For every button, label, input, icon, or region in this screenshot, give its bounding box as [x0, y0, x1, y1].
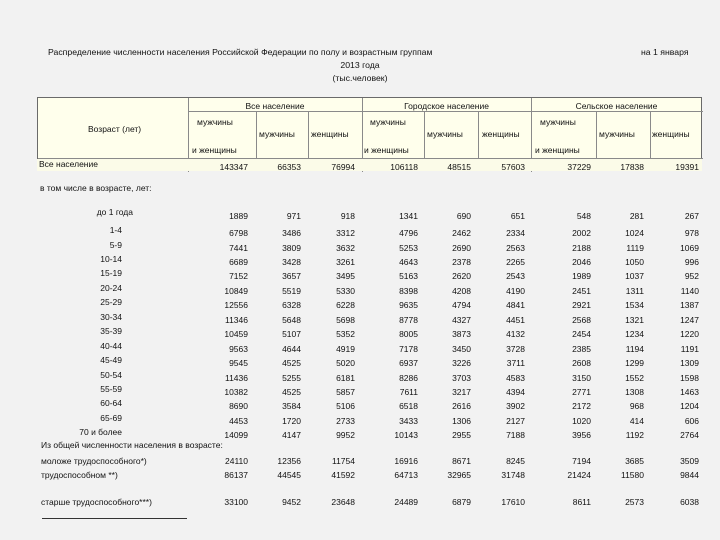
- footnote-divider: [42, 518, 187, 519]
- table-cell: 9545: [229, 358, 248, 368]
- table-cell: 2385: [572, 344, 591, 354]
- table-cell: 4394: [506, 387, 525, 397]
- table-cell: 1191: [680, 344, 699, 354]
- table-cell: 2454: [572, 329, 591, 339]
- table-cell: 11436: [224, 373, 248, 383]
- table-cell: 4643: [399, 257, 418, 267]
- header-urban-men: мужчины: [427, 129, 463, 139]
- table-cell: 3486: [282, 228, 301, 238]
- table-cell: 3873: [452, 329, 471, 339]
- table-cell: 4525: [282, 387, 301, 397]
- table-cell: 8611: [572, 497, 591, 507]
- table-cell: 3226: [452, 358, 471, 368]
- table-cell: 2046: [572, 257, 591, 267]
- table-cell: 9635: [399, 300, 418, 310]
- header-group-all: Все население: [245, 101, 305, 111]
- header-rural-and-women: и женщины: [535, 145, 580, 155]
- table-cell: 267: [684, 211, 699, 221]
- table-cell: 996: [684, 257, 699, 267]
- table-cell: 1463: [680, 387, 699, 397]
- table-cell: 16916: [394, 456, 418, 466]
- table-cell: 4147: [282, 430, 301, 440]
- header-group-urban: Городское население: [404, 101, 489, 111]
- total-cell: 17838: [620, 162, 644, 172]
- table-cell: 86137: [224, 470, 248, 480]
- header-age-label: Возраст (лет): [88, 124, 142, 134]
- table-cell: 2955: [452, 430, 471, 440]
- row-label: 10-14: [100, 254, 122, 264]
- table-cell: 2127: [506, 416, 525, 426]
- table-cell: 5163: [399, 271, 418, 281]
- table-cell: 23648: [331, 497, 355, 507]
- table-cell: 12356: [277, 456, 301, 466]
- total-cell: 76994: [331, 162, 355, 172]
- table-cell: 918: [340, 211, 355, 221]
- included-label: в том числе в возрасте, лет:: [40, 183, 152, 193]
- table-cell: 7194: [572, 456, 591, 466]
- table-cell: 9452: [282, 497, 301, 507]
- table-cell: 3428: [282, 257, 301, 267]
- table-cell: 2002: [572, 228, 591, 238]
- table-cell: 4190: [506, 286, 525, 296]
- table-cell: 3495: [336, 271, 355, 281]
- table-cell: 3632: [336, 243, 355, 253]
- table-cell: 8398: [399, 286, 418, 296]
- table-cell: 12556: [224, 300, 248, 310]
- total-cell: 37229: [567, 162, 591, 172]
- table-cell: 3312: [336, 228, 355, 238]
- table-cell: 1220: [680, 329, 699, 339]
- table-cell: 1341: [399, 211, 418, 221]
- table-cell: 5106: [336, 401, 355, 411]
- table-cell: 1311: [625, 286, 644, 296]
- table-cell: 6181: [336, 373, 355, 383]
- table-cell: 1299: [625, 358, 644, 368]
- special-row-label: трудоспособном **): [41, 470, 118, 480]
- table-cell: 3956: [572, 430, 591, 440]
- table-cell: 4327: [452, 315, 471, 325]
- table-cell: 1194: [625, 344, 644, 354]
- table-cell: 971: [286, 211, 301, 221]
- table-cell: 2451: [572, 286, 591, 296]
- table-cell: 11580: [620, 470, 644, 480]
- table-cell: 4796: [399, 228, 418, 238]
- table-cell: 2733: [336, 416, 355, 426]
- table-cell: 1204: [680, 401, 699, 411]
- header-urban-women: женщины: [482, 129, 520, 139]
- table-cell: 5648: [282, 315, 301, 325]
- table-cell: 8005: [399, 329, 418, 339]
- table-cell: 8778: [399, 315, 418, 325]
- table-cell: 2690: [452, 243, 471, 253]
- table-cell: 7152: [229, 271, 248, 281]
- table-cell: 4644: [282, 344, 301, 354]
- table-cell: 14099: [224, 430, 248, 440]
- row-label: 1-4: [109, 225, 122, 235]
- table-cell: 3150: [572, 373, 591, 383]
- table-cell: 3217: [452, 387, 471, 397]
- table-cell: 2764: [680, 430, 699, 440]
- table-cell: 10143: [394, 430, 418, 440]
- header-group-rural: Сельское население: [575, 101, 658, 111]
- table-cell: 2563: [506, 243, 525, 253]
- table-cell: 2568: [572, 315, 591, 325]
- table-cell: 5330: [336, 286, 355, 296]
- row-label: 30-34: [100, 312, 122, 322]
- total-cell: 48515: [447, 162, 471, 172]
- table-cell: 9844: [680, 470, 699, 480]
- row-label: 20-24: [100, 283, 122, 293]
- table-cell: 4841: [506, 300, 525, 310]
- table-cell: 7178: [399, 344, 418, 354]
- row-label: 65-69: [100, 413, 122, 423]
- table-cell: 24110: [224, 456, 248, 466]
- table-cell: 1037: [625, 271, 644, 281]
- table-cell: 7188: [506, 430, 525, 440]
- table-cell: 9952: [336, 430, 355, 440]
- row-label: 35-39: [100, 326, 122, 336]
- table-cell: 606: [684, 416, 699, 426]
- table-cell: 3711: [506, 358, 525, 368]
- table-cell: 1234: [625, 329, 644, 339]
- row-label: 50-54: [100, 370, 122, 380]
- table-cell: 17610: [501, 497, 525, 507]
- table-cell: 3509: [680, 456, 699, 466]
- table-cell: 1552: [625, 373, 644, 383]
- table-cell: 5352: [336, 329, 355, 339]
- header-women: женщины: [311, 129, 349, 139]
- total-cell: 143347: [219, 162, 248, 172]
- table-cell: 1308: [625, 387, 644, 397]
- table-cell: 1020: [572, 416, 591, 426]
- table-cell: 1720: [282, 416, 301, 426]
- table-cell: 5107: [282, 329, 301, 339]
- table-cell: 7611: [399, 387, 418, 397]
- table-cell: 5519: [282, 286, 301, 296]
- table-cell: 8245: [506, 456, 525, 466]
- row-label: 60-64: [100, 398, 122, 408]
- overall-label: Из общей численности населения в возрасте:: [41, 440, 223, 450]
- table-cell: 4451: [506, 315, 525, 325]
- header-urban-and-women: и женщины: [364, 145, 409, 155]
- header-men: мужчины: [259, 129, 295, 139]
- table-cell: 4525: [282, 358, 301, 368]
- header-men-and: мужчины: [197, 117, 233, 127]
- table-units: (тыс.человек): [332, 73, 388, 83]
- header-rural-men: мужчины: [599, 129, 635, 139]
- table-cell: 8690: [229, 401, 248, 411]
- row-label: 40-44: [100, 341, 122, 351]
- row-label: до 1 года: [96, 207, 133, 217]
- table-cell: 2771: [572, 387, 591, 397]
- table-cell: 1024: [625, 228, 644, 238]
- header-rural-women: женщины: [652, 129, 690, 139]
- table-cell: 6328: [282, 300, 301, 310]
- table-cell: 11754: [331, 456, 355, 466]
- table-cell: 6798: [229, 228, 248, 238]
- table-cell: 8286: [399, 373, 418, 383]
- table-cell: 2921: [572, 300, 591, 310]
- table-cell: 5698: [336, 315, 355, 325]
- table-cell: 5020: [336, 358, 355, 368]
- table-cell: 3584: [282, 401, 301, 411]
- table-cell: 2620: [452, 271, 471, 281]
- table-cell: 3433: [399, 416, 418, 426]
- table-cell: 4208: [452, 286, 471, 296]
- table-cell: 5255: [282, 373, 301, 383]
- table-cell: 2573: [625, 497, 644, 507]
- table-cell: 7441: [229, 243, 248, 253]
- table-cell: 3685: [625, 456, 644, 466]
- row-label: 15-19: [100, 268, 122, 278]
- row-label: 25-29: [100, 297, 122, 307]
- table-cell: 10459: [224, 329, 248, 339]
- table-year: 2013 года: [340, 60, 380, 70]
- table-cell: 4132: [506, 329, 525, 339]
- special-row-label: старше трудоспособного***): [41, 497, 152, 507]
- table-cell: 978: [684, 228, 699, 238]
- table-cell: 1140: [680, 286, 699, 296]
- table-cell: 1534: [625, 300, 644, 310]
- table-cell: 6038: [680, 497, 699, 507]
- table-cell: 8671: [452, 456, 471, 466]
- table-cell: 6937: [399, 358, 418, 368]
- table-cell: 4453: [229, 416, 248, 426]
- table-cell: 3728: [506, 344, 525, 354]
- table-cell: 24489: [394, 497, 418, 507]
- table-cell: 1989: [572, 271, 591, 281]
- special-row-label: моложе трудоспособного*): [41, 456, 147, 466]
- table-cell: 10849: [224, 286, 248, 296]
- table-cell: 1321: [625, 315, 644, 325]
- table-cell: 548: [576, 211, 591, 221]
- table-cell: 2543: [506, 271, 525, 281]
- table-title: Распределение численности населения Российской Федерации по полу и возрастным группам: [48, 47, 433, 57]
- table-cell: 2265: [506, 257, 525, 267]
- row-label: 5-9: [109, 240, 122, 250]
- table-cell: 1069: [680, 243, 699, 253]
- table-cell: 32965: [447, 470, 471, 480]
- table-cell: 281: [629, 211, 644, 221]
- table-cell: 6689: [229, 257, 248, 267]
- table-cell: 968: [629, 401, 644, 411]
- table-cell: 3703: [452, 373, 471, 383]
- table-cell: 3261: [336, 257, 355, 267]
- table-cell: 4583: [506, 373, 525, 383]
- table-cell: 690: [456, 211, 471, 221]
- table-cell: 2378: [452, 257, 471, 267]
- header-rural-men-and: мужчины: [540, 117, 576, 127]
- table-cell: 1050: [625, 257, 644, 267]
- table-cell: 3809: [282, 243, 301, 253]
- table-cell: 3657: [282, 271, 301, 281]
- total-cell: 57603: [501, 162, 525, 172]
- table-cell: 6518: [399, 401, 418, 411]
- table-cell: 6228: [336, 300, 355, 310]
- table-cell: 10382: [224, 387, 248, 397]
- table-date: на 1 января: [641, 47, 689, 57]
- table-cell: 1247: [680, 315, 699, 325]
- table-cell: 64713: [394, 470, 418, 480]
- table-cell: 1387: [680, 300, 699, 310]
- table-cell: 1306: [452, 416, 471, 426]
- table-cell: 1598: [680, 373, 699, 383]
- table-cell: 2462: [452, 228, 471, 238]
- table-cell: 4794: [452, 300, 471, 310]
- table-cell: 33100: [224, 497, 248, 507]
- total-cell: 19391: [675, 162, 699, 172]
- table-cell: 1119: [626, 243, 644, 253]
- total-cell: 66353: [277, 162, 301, 172]
- table-cell: 1192: [625, 430, 644, 440]
- table-cell: 651: [510, 211, 525, 221]
- row-label: 70 и более: [79, 427, 122, 437]
- table-cell: 2334: [506, 228, 525, 238]
- table-cell: 2188: [572, 243, 591, 253]
- table-cell: 31748: [501, 470, 525, 480]
- table-cell: 1889: [229, 211, 248, 221]
- table-cell: 1309: [680, 358, 699, 368]
- total-cell: 106118: [390, 162, 418, 172]
- table-cell: 3902: [506, 401, 525, 411]
- table-cell: 414: [629, 416, 644, 426]
- table-cell: 2608: [572, 358, 591, 368]
- total-label: Все население: [39, 159, 98, 169]
- header-and-women: и женщины: [192, 145, 237, 155]
- table-cell: 44545: [277, 470, 301, 480]
- table-cell: 5253: [399, 243, 418, 253]
- table-cell: 5857: [336, 387, 355, 397]
- table-cell: 2616: [452, 401, 471, 411]
- header-urban-men-and: мужчины: [370, 117, 406, 127]
- table-cell: 11346: [224, 315, 248, 325]
- table-cell: 2172: [572, 401, 591, 411]
- table-cell: 21424: [567, 470, 591, 480]
- table-cell: 952: [684, 271, 699, 281]
- row-label: 45-49: [100, 355, 122, 365]
- table-cell: 6879: [452, 497, 471, 507]
- table-cell: 9563: [229, 344, 248, 354]
- table-cell: 41592: [331, 470, 355, 480]
- row-label: 55-59: [100, 384, 122, 394]
- table-cell: 3450: [452, 344, 471, 354]
- table-cell: 4919: [336, 344, 355, 354]
